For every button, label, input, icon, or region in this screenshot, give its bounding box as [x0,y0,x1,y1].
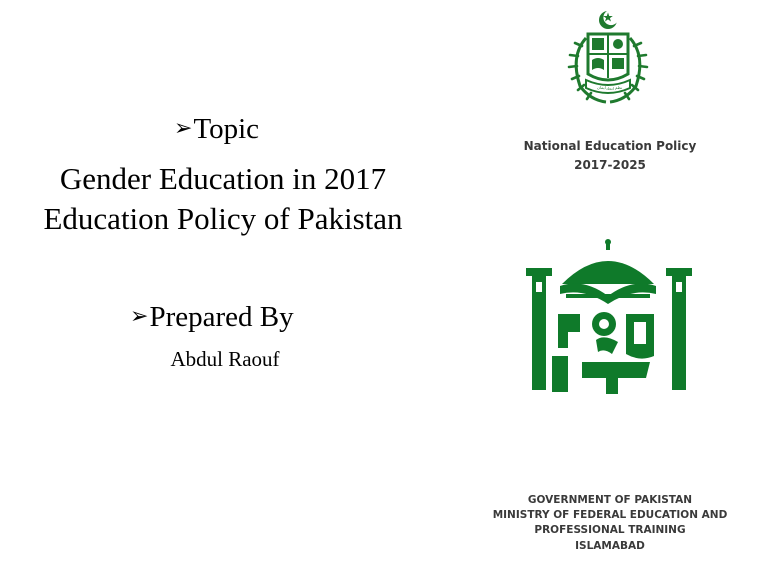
emblem-motto-3: نظم [615,85,623,90]
presentation-title-line-1: Gender Education in 2017 [59,161,387,196]
ministry-label: MINISTRY OF FEDERAL EDUCATION AND [492,509,728,521]
government-label: GOVERNMENT OF PAKISTAN [527,494,693,506]
arrow-bullet-icon: ➢ [130,304,149,329]
policy-title: National Education Policy [523,139,697,153]
emblem-motto-2: اتحاد [606,86,614,91]
city-label: ISLAMABAD [575,540,645,552]
topic-label: Topic [193,113,260,145]
author-name: Abdul Raouf [170,347,280,371]
state-emblem-icon [556,8,660,108]
prepared-by-heading [130,300,294,334]
ministry-logo-icon [522,238,694,400]
prepared-by-label: Prepared By [149,301,294,333]
training-label: PROFESSIONAL TRAINING [534,524,686,536]
presentation-title-line-2: Education Policy of Pakistan [43,201,403,236]
emblem-motto-1: ایمان [597,85,606,90]
policy-years: 2017-2025 [574,158,646,172]
topic-heading [174,112,259,146]
arrow-bullet-icon: ➢ [174,116,193,141]
